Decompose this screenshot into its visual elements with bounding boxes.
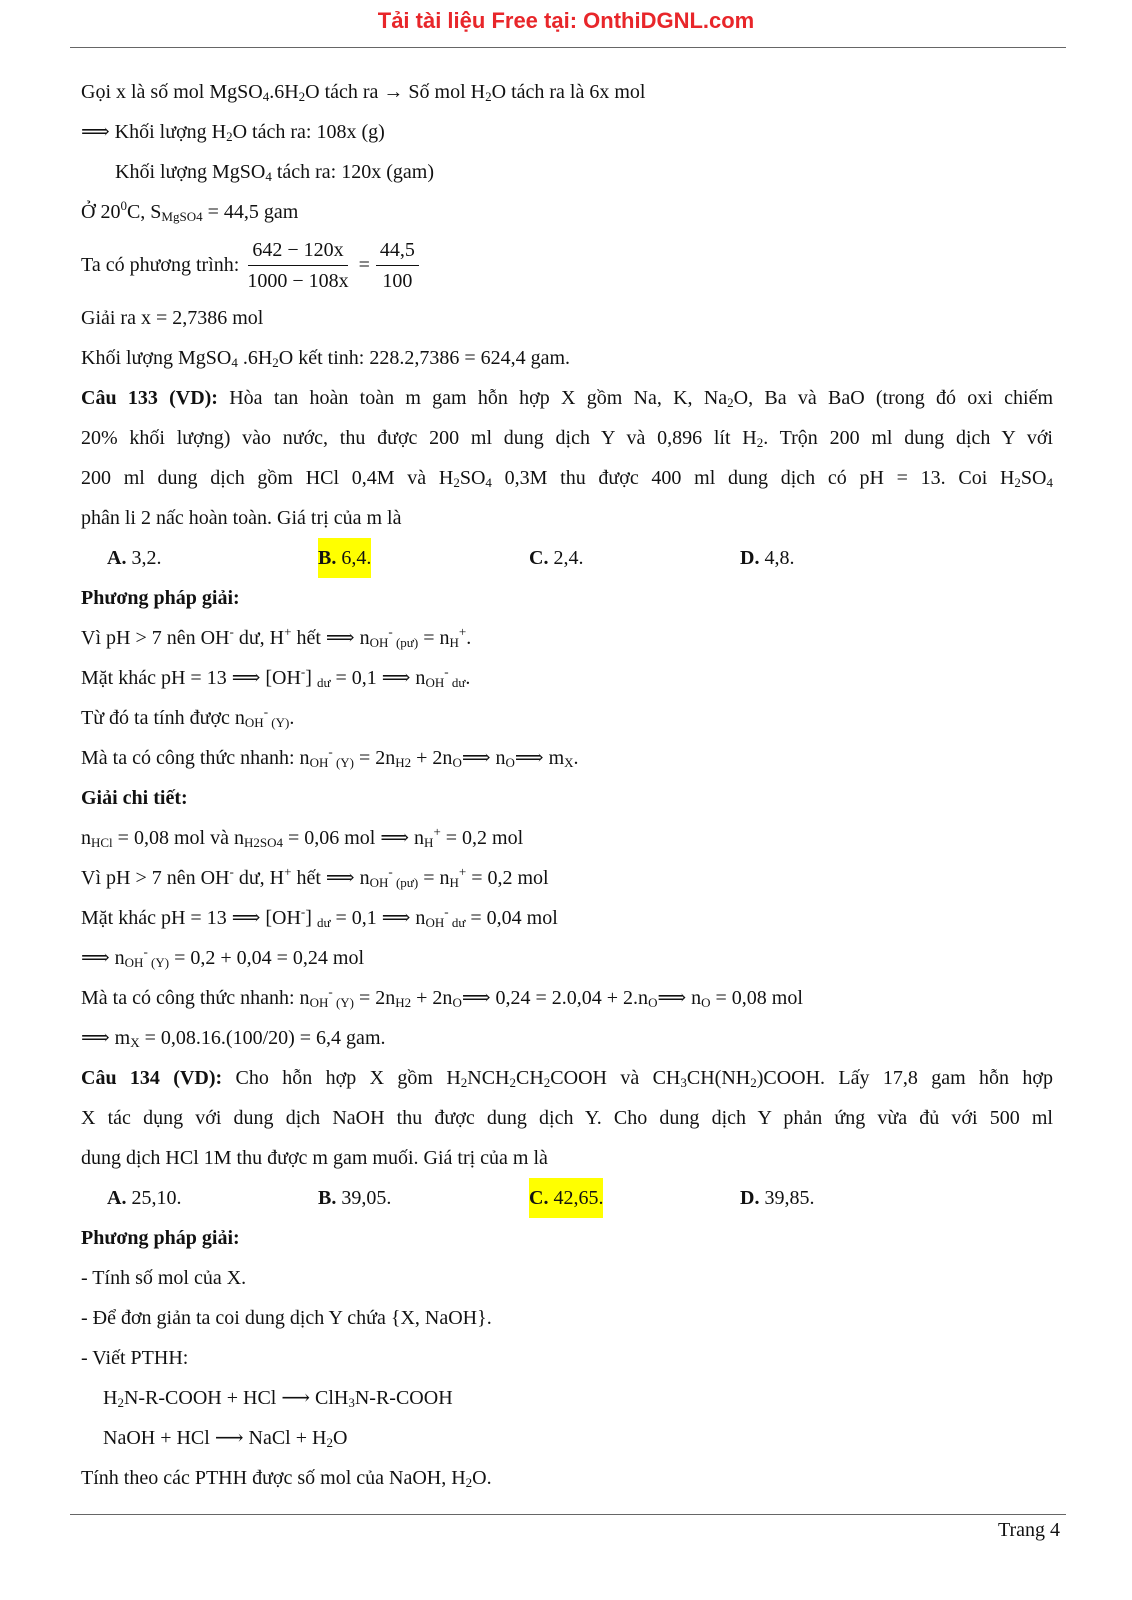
option-b-correct: B. 6,4. [318, 538, 371, 578]
option-c-correct: C. 42,65. [529, 1178, 603, 1218]
text-line: - Để đơn giản ta coi dung dịch Y chứa {X, NaOH}. [81, 1307, 492, 1329]
question-133-line: 200 ml dung dịch gồm HCl 0,4M và $H_2SO_4$ 0,3M thu được 400 ml dung dịch có pH = 13. Coi $H_2SO_4$ [81, 467, 1053, 490]
footer-divider [70, 1514, 1066, 1515]
reaction-line: NaOH + HCl ⟶ NaCl + $H_2O$ [103, 1427, 348, 1450]
answer-options-134 [81, 1178, 1053, 1218]
question-134-title: Câu 134 (VD): [81, 1067, 223, 1089]
option-d: D. 39,85. [740, 1187, 815, 1209]
question-133-line: Câu 133 (VD): Hòa tan hoàn toàn m gam hỗn hợp X gồm Na, K, $Na_2O$, Ba và BaO (trong đó oxi chiếm [81, 387, 1053, 410]
text-line: Vì pH > 7 nên OH- dư, H+ hết ⟹ $n_{OH}^-$ $_{(pư)} = n_H^+$. [81, 624, 472, 650]
header-divider [70, 47, 1066, 48]
text-line: Khối lượng MgSO$_4$ tách ra: 120x (gam) [115, 161, 434, 184]
detail-heading: Giải chi tiết: [81, 787, 188, 809]
text-line: Mặt khác pH = 13 ⟹ [OH-] $_{dư}$ = 0,1 ⟹ $n_{OH}^-$ $_{dư}$ = 0,04 mol [81, 904, 558, 930]
answer-options-133 [81, 538, 1053, 578]
option-d: D. 4,8. [740, 547, 795, 569]
equation-line: Ta có phương trình: $\frac{642 - 120x}{1000 - 108x}$ = $\frac{44,5}{100}$ [81, 232, 1053, 298]
text-line: Ở $20^0C$, $S_{MgSO4} = 44,5$ gam [81, 198, 299, 224]
document-body [81, 72, 1053, 1498]
question-134-line: Câu 134 (VD): Cho hỗn hợp X gồm $H_2NCH_2CH_2COOH$ và $CH_3CH(NH_2)COOH$. Lấy 17,8 gam hỗn hợp [81, 1067, 1054, 1090]
method-heading: Phương pháp giải: [81, 587, 240, 609]
option-a: A. 25,10. [107, 1187, 182, 1209]
text-line: Tính theo các PTHH được số mol của NaOH, $H_2O$. [81, 1467, 492, 1490]
option-b: B. 39,05. [318, 1187, 392, 1209]
text-line: ⟹ $m_X = 0,08.16.(100/20) = 6,4$ gam. [81, 1027, 386, 1050]
equation-label: Ta có phương trình: [81, 253, 240, 276]
text-line: Gọi x là số mol $MgSO_4.6H_2O$ tách ra → Số mol $H_2O$ tách ra là 6x mol [81, 81, 646, 104]
text-line: Mà ta có công thức nhanh: $n_{OH}^-$ $_{(Y)} = 2n_{H2}$ + $2n_O⟹$ $n_O⟹$ $m_X$. [81, 744, 579, 770]
question-134-line: X tác dụng với dung dịch NaOH thu được dung dịch Y. Cho dung dịch Y phản ứng vừa đủ với 500 ml [81, 1107, 1053, 1129]
method-heading: Phương pháp giải: [81, 1227, 240, 1249]
page-number: Trang 4 [997, 1519, 1060, 1541]
text-line: Giải ra x = 2,7386 mol [81, 307, 264, 329]
question-133-title: Câu 133 (VD): [81, 387, 218, 409]
option-c: C. 2,4. [529, 547, 584, 569]
text-line: Từ đó ta tính được $n_{OH}^-$ $_{(Y)}$. [81, 704, 295, 730]
text-line: Mặt khác pH = 13 ⟹ [OH-] $_{dư}$ = 0,1 ⟹ $n_{OH}^-$ $_{dư}$. [81, 664, 471, 690]
text-line: Vì pH > 7 nên OH- dư, H+ hết ⟹ $n_{OH}^-$ $_{(pư)} = n_H^+ = 0,2$ mol [81, 864, 549, 890]
fraction-right: $\frac{44,5}{100}$ [376, 237, 419, 294]
question-134-line: dung dịch HCl 1M thu được m gam muối. Giá trị của m là [81, 1147, 548, 1169]
text-line: Khối lượng MgSO$_4$ $.6H_2O$ kết tinh: 228.2,7386 = 624,4 gam. [81, 347, 571, 370]
page-header-title: Tải tài liệu Free tại: OnthiDGNL.com [377, 8, 755, 33]
reaction-line: $H_2N-R$-COOH + HCl ⟶ ClH$_3$N-R-COOH [103, 1387, 453, 1410]
text-line: ⟹ Khối lượng $H_2O$ tách ra: 108x (g) [81, 121, 385, 144]
text-line: - Tính số mol của X. [81, 1267, 247, 1289]
question-133-line: 20% khối lượng) vào nước, thu được 200 ml dung dịch Y và 0,896 lít $H_2$. Trộn 200 ml dung dịch Y với [81, 427, 1053, 450]
text-line: $n_{HCl} = 0,08$ mol và $n_{H2SO4} = 0,06$ mol ⟹ $n_H^+ = 0,2$ mol [81, 824, 524, 850]
fraction-left: $\frac{642 - 120x}{1000 - 108x}$ [247, 238, 349, 292]
text-line: ⟹ $n_{OH}^-$ $_{(Y)}$ = 0,2 + 0,04 = 0,24 mol [81, 944, 365, 970]
text-line: Mà ta có công thức nhanh: $n_{OH}^-$ $_{(Y)} = 2n_{H2}$ + $2n_O⟹$ $0,24 = 2.0,04 + 2.n_O⟹$ $n_O = 0,08$ mol [81, 984, 803, 1010]
option-a: A. 3,2. [107, 547, 162, 569]
text-line: - Viết PTHH: [81, 1347, 189, 1369]
question-133-line: phân li 2 nấc hoàn toàn. Giá trị của m là [81, 507, 402, 529]
